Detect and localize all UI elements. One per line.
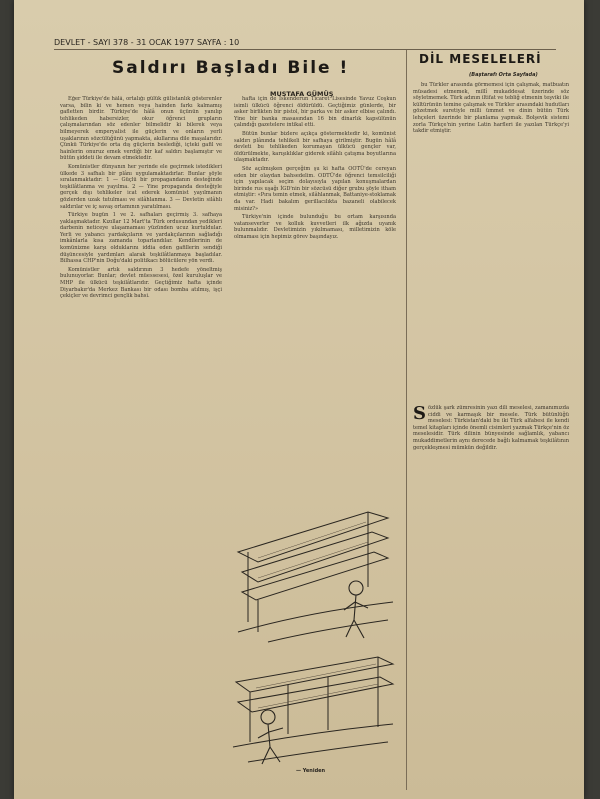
article-paragraph: Bütün bunlar bizlere açıkça göstermektedir ki, komünist saldırı plânında tehlikeli bir safhaya girilmiştir. Bugün hâlâ devleti bu tehlikeden korumayan ülkücü gençler var, öldürülmekte, karışıklıklar giderek silâhlı çatışma boyutlarına ulaşmaktadır. — [234, 130, 396, 164]
article-title: Saldırı Başladı Bile ! — [112, 58, 350, 78]
sidebar-title: DİL MESELELERİ — [419, 52, 542, 66]
article-paragraph: Komünistler artık saldırının 3 hedefe yöneltmiş bulunuyorlar. Bunlar; devlet müessesesi, özel kuruluşlar ve MHP ile ülkücü teşkilâtlarıdır. Geçtiğimiz hafta içinde Diyarbakır'da Merkez Bankası bir odası bomba atılmış, işçi çekiçler ve devrimci gençlik bahsi. — [60, 266, 222, 300]
drop-cap: S — [413, 405, 426, 424]
article-paragraph: Komünistler dünyanın her yerinde ele geçirmek istedikleri ülkede 3 safhalı bir plânı uygulamaktadırlar. Bunlar şöyle sıralanmaktadır: 1 — Güçlü bir propagandanın desteğinde teşkilâtlanma ve yayılma. 2 — Yine propaganda desteğiyle gerçek dışı tehlikeler icat ederek komünist yayılmanın gözlerden uzak tutulması ve silâhlanma. 3 — Devletin silâhlı saldırılar ve iç savaş ortamının yaratılması. — [60, 163, 222, 210]
article-author: MUSTAFA GÜMÜŞ — [270, 90, 334, 98]
article-paragraph: Türkiye'nin içinde bulunduğu bu ortam karşısında vatanseverler ve kolluk kuvvetleri ilk ağızda uyanık bulunmalıdır. Devletimizin yıkılmaması, milletimizin köle olmaması için hepimiz görev başındayız. — [234, 214, 396, 240]
sidebar-paragraph: bu Türkler arasında görmemesi için çalışmak, matbuatın müsadesi etmemek, millî mukaddesat üzerinde söz söyletmemek. Türk adının iltifat ve tebliğ etmenin teşviki ile kültürünün temine çalışmak ve Türkler arasındaki hudutları gözetmek suretiyle milli ümmet ve dinin bütün Türk lehçeleri üzerinde bir planlama yapmak. Bolşevik sistemi zorla Türkçe'nin yerine Latin harfleri ile yazılan Türkçe'yi takdir etmiştir. — [413, 82, 569, 135]
article-paragraph: Türkiye bugün 1 ve 2. safhaları geçirmiş 3. safhaya yaklaşmaktadır. Kızıllar 12 Mart'ta Türk ordusundan yedikleri darbenin neticeye ulaşamaması yüzünden ucuz kurtuldular. Yerli ve yabancı yardakçıların ve yardakçılarının sağladığı imkânlarla kısa zamanda toparlandılar. Kendilerinin de komünizme karşı olduklarını iddia eden gafillerin sendiği düşüncesiyle yardımları alarak teşkilâtlanmaya başladılar. Bilhassa CHP'nin Doğu'daki politikacı bölücülere yön verdi. — [60, 212, 222, 265]
article-paragraph: Söz açılmışken gerçeğim şu ki hafta OOTÜ'de cereyan eden bir olaydan bahsedelim. ODTÜ'de öğrenci temsilciliği için yapılacak seçim dolayısıyla yapılan konuşmalardan birinde rus uşağı İGD'nin bir sözcüsü diğer grubu şöyle itham etmiştir: «Pıra temin etmek, silâhlanmak, Battaniye-stoklamak da var. Hadi bakalım gerillacılıkta bazaneli olabilecek misiniz?» — [234, 165, 396, 212]
article-paragraph: hafta için de İskenderun Ticaret Lisesinde Yavuz Coşkun isimli ülkücü öğrenci öldürüldü. Geçtiğimiz günlerde, bir asker birlikten bir pistol, bir parka ve bir asker elbise çalındı. Yine bir banka masasından 16 bin dinarlık kapsülünün çalındığı gazetelere intikal etti. — [234, 96, 396, 129]
article-column-2 — [234, 96, 396, 486]
article-paragraph: Eğer Türkiye'de hâlâ, ortalığı gülük gülistanlık gösterenler varsa, bilin ki ve hemen veya hainden farkı kalmamış gafletten birdir. Türkiye'de hâlâ onun üçünün yanılıp tehlikeden habersizler, okur öğrenci grupların çalışmalarından söz edenler bilmelidir ki bilerek veya bilmeyerek emperyalist ile güçlerin ve onların yerli uşaklarının sözcülüğünü yapmakta, akıllarına dile maşalarıdır. Çünkü Türkiye'de orta dış güçlerin beslediği, içteki gafil ve hainlerin onuruz emek verdiği bir kaf saldırı başlamıştır ve bütün şiddeti ile devam etmektedir. — [60, 96, 222, 162]
main-article — [38, 50, 398, 790]
sidebar-continuation: (Baştarafı Orta Sayfada) — [469, 72, 538, 78]
page-header: DEVLET - SAYI 378 - 31 OCAK 1977 SAYFA : 10 — [54, 38, 556, 50]
cartoon-caption: — Yeniden — [296, 768, 326, 774]
cartoon-illustration — [228, 492, 398, 782]
newspaper-page — [14, 0, 584, 799]
sidebar-article — [406, 50, 575, 790]
sidebar-paragraph: özlük şark zümresinin yazı dili meselesi, zamanımızda ciddi ve karmaşık bir mesele. Türk bütünlüğü meselesi: Türkistan'daki bu iki Türk alfabesi ile kendi temel kitapları içinde önemli cisimleri yazmak Türkçe'nin öz meselesidir. Türk dilinin bünyesinde sağlamlık, yabancı mukaddimetlerin aynı derecede bağlı kalmamak teşkilâtının gerçekleşmesi mümkün değildir. — [413, 405, 569, 451]
sidebar-text-1 — [413, 82, 569, 402]
sidebar-text-2 — [413, 405, 569, 783]
article-column-1 — [60, 96, 222, 786]
